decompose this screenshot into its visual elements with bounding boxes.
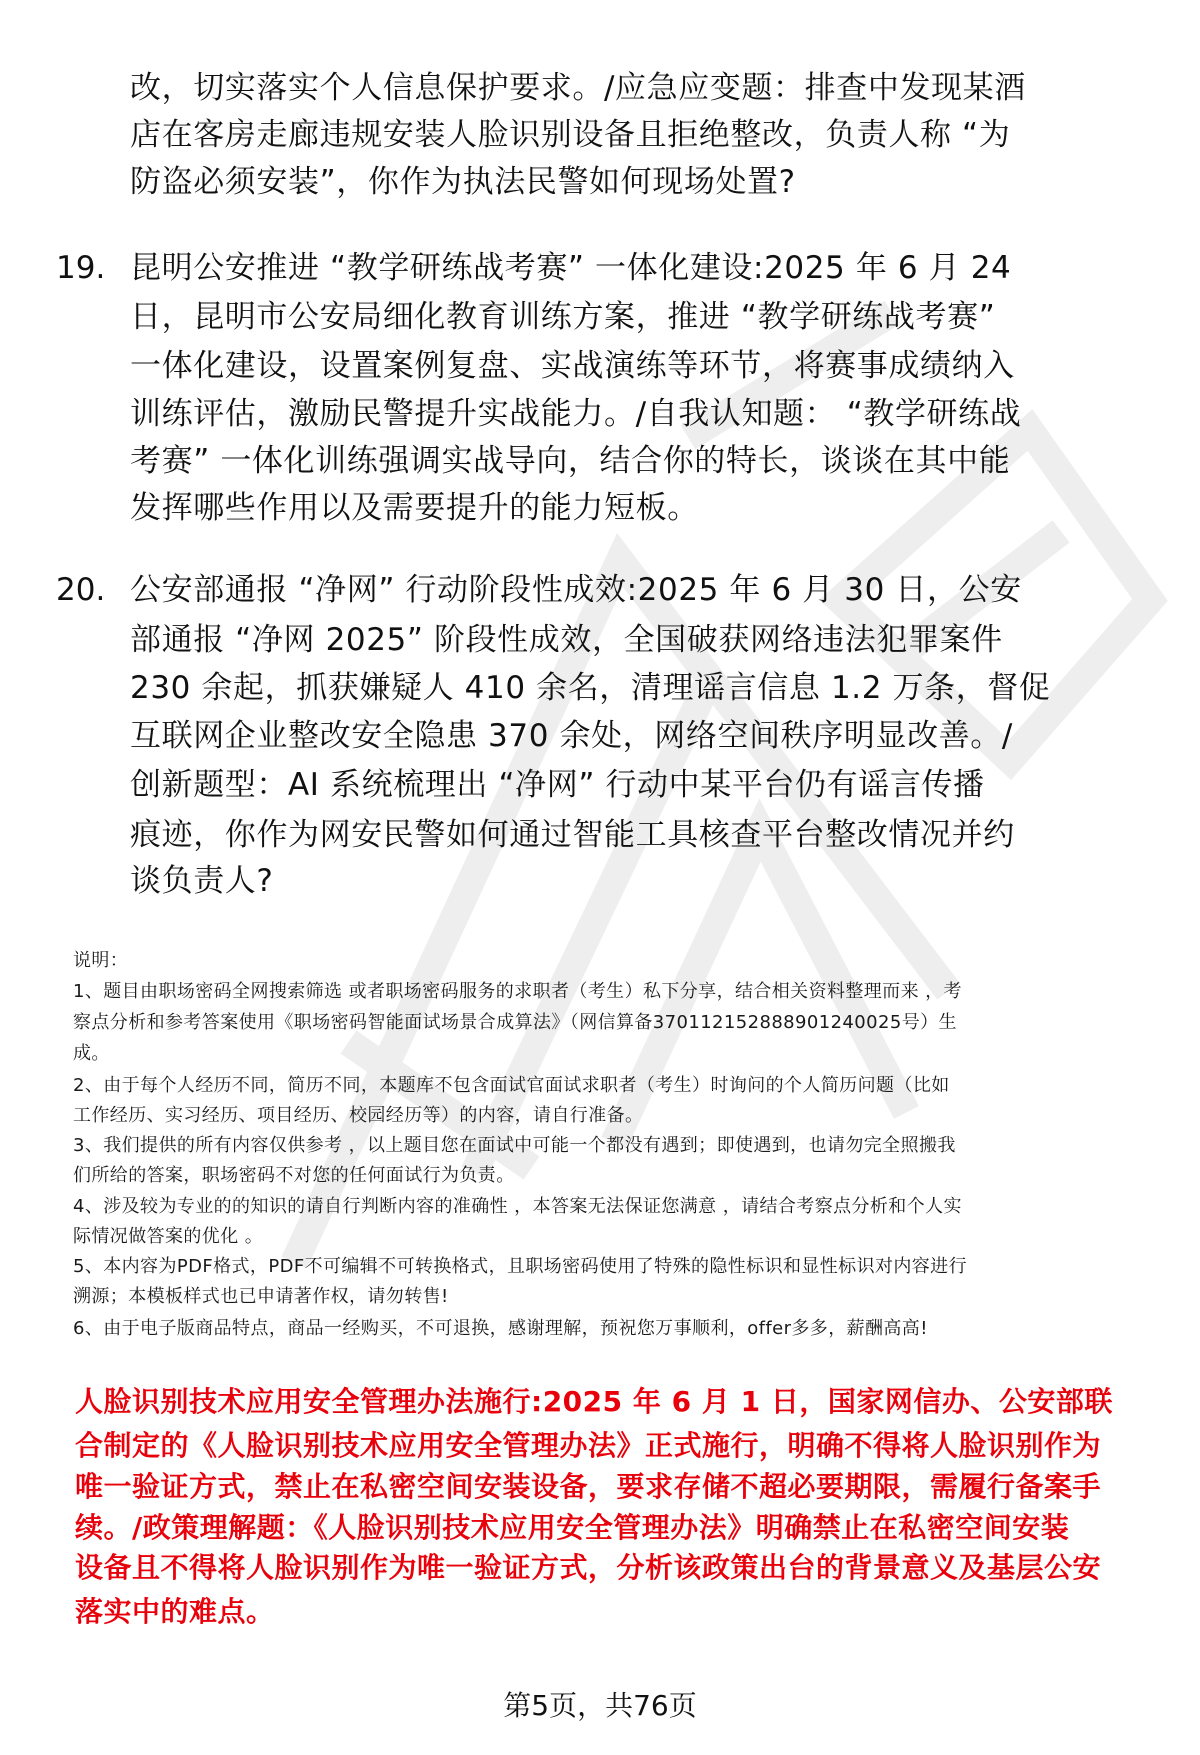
notes-line: 工作经历、实习经历、项目经历、校园经历等）的内容，请自行准备。 — [73, 1105, 644, 1126]
notes-line: 溯源；本模板样式也已申请著作权，请勿转售! — [73, 1286, 449, 1307]
question-text-line: 店在客房走廊违规安装人脸识别设备且拒绝整改，负责人称 “为 — [130, 117, 1011, 153]
question-text-line: 改，切实落实个人信息保护要求。/应急应变题：排查中发现某酒 — [130, 70, 1026, 106]
notes-line: 3、我们提供的所有内容仅供参考 ，以上题目您在面试中可能一个都没有遇到；即使遇到，也请勿完全照搬我 — [73, 1135, 956, 1156]
question-text-line: 互联网企业整改安全隐患 370 余处，网络空间秩序明显改善。/ — [130, 718, 1013, 754]
question-text-line: 训练评估，激励民警提升实战能力。/自我认知题： “教学研练战 — [130, 396, 1022, 432]
question-text-line: 考赛” 一体化训练强调实战导向，结合你的特长，谈谈在其中能 — [130, 443, 1011, 479]
highlight-text-line: 人脸识别技术应用安全管理办法施行:2025 年 6 月 1 日，国家网信办、公安部联 — [75, 1385, 1113, 1418]
question-text-line: 230 余起，抓获嫌疑人 410 余名，清理谣言信息 1.2 万条，督促 — [130, 670, 1051, 706]
notes-line: 4、涉及较为专业的的知识的请自行判断内容的准确性 ，本答案无法保证您满意 ，请结合考察点分析和个人实 — [73, 1196, 962, 1217]
notes-line: 察点分析和参考答案使用《职场密码智能面试场景合成算法》（网信算备370112152888901240025号）生 — [73, 1012, 957, 1033]
question-text-line: 创新题型：AI 系统梳理出 “净网” 行动中某平台仍有谣言传播 — [130, 767, 985, 803]
notes-line: 成。 — [73, 1043, 110, 1064]
question-number: 19. — [56, 250, 106, 286]
notes-heading: 说明： — [73, 950, 129, 971]
highlight-text-line: 续。/政策理解题：《人脸识别技术应用安全管理办法》明确禁止在私密空间安装 — [75, 1511, 1070, 1544]
question-text-line: 一体化建设，设置案例复盘、实战演练等环节，将赛事成绩纳入 — [130, 348, 1015, 384]
question-text-line: 日，昆明市公安局细化教育训练方案，推进 “教学研练战考赛” — [130, 299, 996, 335]
question-text-line: 公安部通报 “净网” 行动阶段性成效:2025 年 6 月 30 日，公安 — [130, 572, 1022, 608]
question-text-line: 谈负责人? — [130, 863, 274, 899]
question-text-line: 痕迹，你作为网安民警如何通过智能工具核查平台整改情况并约 — [130, 817, 1015, 853]
question-text-line: 发挥哪些作用以及需要提升的能力短板。 — [130, 490, 699, 526]
notes-line: 际情况做答案的优化 。 — [73, 1226, 264, 1247]
question-text-line: 部通报 “净网 2025” 阶段性成效，全国破获网络违法犯罪案件 — [130, 622, 1003, 658]
highlight-text-line: 合制定的《人脸识别技术应用安全管理办法》正式施行，明确不得将人脸识别作为 — [75, 1429, 1102, 1462]
page-number: 第5页，共76页 — [503, 1689, 697, 1722]
highlight-text-line: 落实中的难点。 — [75, 1595, 275, 1628]
notes-line: 们所给的答案，职场密码不对您的任何面试行为负责。 — [73, 1165, 515, 1186]
question-text-line: 昆明公安推进 “教学研练战考赛” 一体化建设:2025 年 6 月 24 — [130, 250, 1012, 286]
notes-line: 5、本内容为PDF格式，PDF不可编辑不可转换格式，且职场密码使用了特殊的隐性标识和显性标识对内容进行 — [73, 1256, 967, 1277]
highlight-text-line: 唯一验证方式，禁止在私密空间安装设备，要求存储不超必要期限，需履行备案手 — [75, 1470, 1102, 1503]
question-text-line: 防盗必须安装”，你作为执法民警如何现场处置? — [130, 164, 796, 200]
notes-line: 6、由于电子版商品特点，商品一经购买，不可退换，感谢理解，预祝您万事顺利，offer多多，薪酬高高! — [73, 1318, 928, 1339]
highlight-text-line: 设备且不得将人脸识别作为唯一验证方式，分析该政策出台的背景意义及基层公安 — [75, 1551, 1102, 1584]
question-number: 20. — [56, 572, 106, 608]
notes-line: 2、由于每个人经历不同，简历不同，本题库不包含面试官面试求职者（考生）时询问的个人简历问题（比如 — [73, 1075, 950, 1096]
notes-line: 1、题目由职场密码全网搜索筛选 或者职场密码服务的求职者（考生）私下分享，结合相关资料整理而来 ，考 — [73, 981, 962, 1002]
